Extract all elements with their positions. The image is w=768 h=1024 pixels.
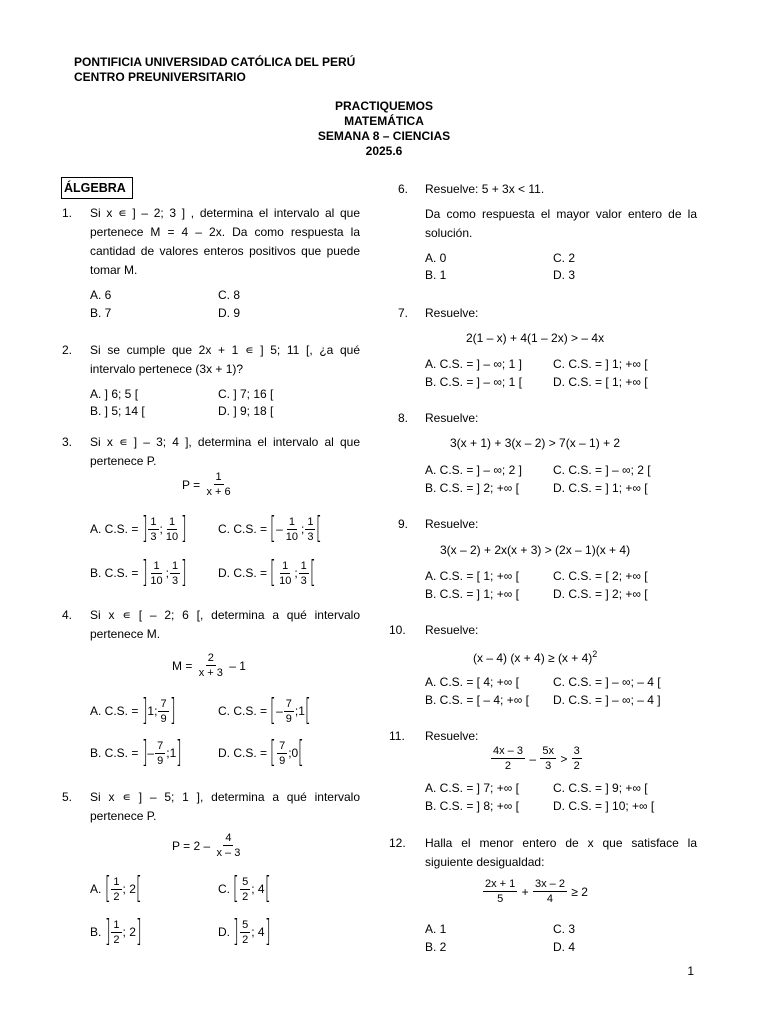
option-label: D. — [218, 925, 230, 939]
numerator: 7 — [160, 697, 167, 710]
option-d: D. C.S. = [ $\frac{1}{10}$ ; $\frac{1}{3}$ [ — [218, 555, 316, 590]
option-c: C. C.S. = [ 2; +∞ [ — [553, 569, 648, 583]
bracket-icon: [ — [135, 871, 142, 906]
denominator: 2 — [242, 890, 249, 903]
option-c: C. ] 7; 16 [ — [218, 387, 274, 401]
question-text: Resuelve: — [425, 517, 479, 531]
denominator: x + 3 — [198, 667, 223, 679]
option-d: D. C.S. = ] 10; +∞ [ — [553, 799, 655, 813]
eq-rhs: – 1 — [229, 658, 246, 673]
fraction — [284, 515, 300, 544]
bracket-icon: [ — [316, 511, 323, 546]
value: ;0 — [288, 746, 299, 760]
value: ;1 — [294, 704, 305, 718]
bracket-icon: ] — [104, 914, 111, 949]
denominator: 3 — [172, 574, 179, 587]
bracket-icon: ] — [169, 693, 176, 728]
option-d: D. 4 — [553, 940, 576, 954]
equation — [172, 831, 243, 860]
denominator: 5 — [497, 893, 504, 905]
value: ; 4 — [251, 925, 265, 939]
option-a: A. ] 6; 5 [ — [90, 387, 139, 401]
option-c: C. 8 — [218, 288, 241, 302]
page-number: 1 — [687, 964, 694, 978]
denominator: 9 — [160, 712, 167, 725]
question-text: Si x ∊ [ – 2; 6 [, determina a qué intervalo pertenece M. — [90, 608, 360, 641]
question-number: 10. — [389, 623, 406, 637]
question-number: 4. — [62, 608, 73, 622]
bracket-icon: ] — [176, 735, 183, 770]
denominator: 2 — [242, 933, 249, 946]
numerator: 1 — [172, 559, 179, 572]
section-label: ÁLGEBRA — [61, 177, 133, 199]
option-label: A. — [90, 882, 102, 896]
option-b — [90, 914, 142, 949]
bracket-icon: [ — [270, 555, 277, 590]
bracket-icon: [ — [298, 735, 305, 770]
doc-title-2: MATEMÁTICA — [344, 114, 424, 128]
fraction — [170, 559, 180, 588]
bracket-icon: ] — [233, 914, 240, 949]
question-number: 3. — [62, 435, 73, 449]
question-text: Resuelve: — [425, 411, 479, 425]
fraction — [204, 470, 232, 499]
university-name: PONTIFICIA UNIVERSIDAD CATÓLICA DEL PERÚ — [74, 55, 356, 69]
bracket-icon: ] — [141, 693, 148, 728]
option-d — [218, 914, 271, 949]
eq-lhs: P = — [182, 477, 201, 492]
option-a: A. C.S. = ] – ∞; 1 ] — [425, 357, 522, 371]
equation: 2(1 – x) + 4(1 – 2x) > – 4x — [466, 331, 605, 345]
bracket-icon: [ — [233, 871, 240, 906]
option-a: A. C.S. = ] $\frac{1}{3}$ ; $\frac{1}{10}$ ] — [90, 511, 187, 546]
bracket-icon: [ — [270, 511, 277, 546]
numerator: 1 — [113, 918, 120, 931]
denominator: 10 — [279, 574, 292, 587]
numerator: 1 — [300, 559, 307, 572]
denominator: 2 — [573, 760, 580, 772]
numerator: 2 — [207, 652, 214, 664]
bracket-icon: [ — [270, 735, 277, 770]
fraction — [284, 697, 294, 726]
equation — [182, 470, 234, 499]
fraction — [299, 559, 309, 588]
bracket-icon: ] — [264, 914, 271, 949]
option-b: B. 7 — [90, 306, 112, 320]
option-label: D. C.S. = — [218, 746, 268, 760]
option-d: D. 3 — [553, 268, 576, 282]
option-label: D. C.S. = — [218, 566, 268, 580]
numerator: 4 — [225, 832, 232, 844]
numerator: 1 — [288, 515, 295, 528]
option-a: A. C.S. = ] – ∞; 2 ] — [425, 463, 522, 477]
denominator: 3 — [307, 530, 314, 543]
operator: – — [529, 751, 536, 766]
fraction — [240, 875, 250, 904]
option-b: B. 2 — [425, 940, 447, 954]
fraction — [111, 918, 121, 947]
fraction — [215, 831, 243, 860]
denominator: 9 — [279, 754, 286, 767]
bracket-icon: ] — [141, 511, 148, 546]
minus-sign: – — [276, 522, 283, 536]
option-b — [90, 735, 183, 770]
denominator: 3 — [545, 760, 552, 772]
denominator: x + 6 — [206, 486, 231, 498]
option-c: C. C.S. = ] 1; +∞ [ — [553, 357, 648, 371]
option-label: C. C.S. = — [218, 704, 268, 718]
option-d: D. ] 9; 18 [ — [218, 404, 274, 418]
denominator: 2 — [113, 890, 120, 903]
numerator: 1 — [215, 471, 222, 483]
question-text: Resuelve: — [425, 623, 479, 637]
question-number: 9. — [398, 517, 409, 531]
fraction — [491, 744, 525, 773]
fraction — [572, 744, 582, 773]
value: ; 4 — [251, 882, 265, 896]
question-number: 7. — [398, 306, 409, 320]
option-b: B. C.S. = ] 2; +∞ [ — [425, 481, 519, 495]
fraction — [155, 739, 165, 768]
denominator: 2 — [113, 933, 120, 946]
option-a: A. 1 — [425, 922, 447, 936]
value: 1; — [147, 704, 158, 718]
option-d: D. C.S. = ] 2; +∞ [ — [553, 587, 648, 601]
numerator: 7 — [157, 739, 164, 752]
question-number: 8. — [398, 411, 409, 425]
denominator: 9 — [285, 712, 292, 725]
bracket-icon: [ — [104, 871, 111, 906]
eq-lhs: P = 2 – — [172, 838, 211, 853]
equation — [490, 744, 583, 773]
option-a — [90, 871, 142, 906]
option-c — [218, 871, 271, 906]
numerator: 3x – 2 — [534, 878, 565, 890]
value: ; 2 — [122, 882, 136, 896]
fraction — [305, 515, 315, 544]
fraction — [148, 559, 164, 588]
option-label: A. C.S. = — [90, 522, 139, 536]
bracket-icon: [ — [264, 871, 271, 906]
question-text: Resuelve: — [425, 306, 479, 320]
denominator: 10 — [165, 530, 179, 543]
option-label: B. — [90, 925, 102, 939]
option-c: C. C.S. = ] 9; +∞ [ — [553, 781, 648, 795]
question-text: Resuelve: — [425, 729, 479, 743]
option-d: D. C.S. = ] 1; +∞ [ — [553, 481, 648, 495]
fraction — [197, 651, 225, 680]
numerator: 7 — [279, 739, 286, 752]
fraction — [158, 697, 168, 726]
denominator: 3 — [300, 574, 307, 587]
operator: > — [560, 751, 568, 766]
numerator: 2x + 1 — [485, 878, 516, 890]
denominator: 4 — [546, 893, 554, 905]
bracket-icon: ] — [181, 555, 187, 590]
option-c: C. C.S. = ] – ∞; – 4 [ — [553, 675, 661, 689]
option-b: B. C.S. = ] – ∞; 1 [ — [425, 375, 522, 389]
operator: ≥ 2 — [571, 884, 588, 899]
numerator: 7 — [285, 697, 292, 710]
denominator: 10 — [150, 574, 163, 587]
bracket-icon: [ — [309, 555, 316, 590]
option-c: C. 2 — [553, 251, 576, 265]
exponent: 2 — [592, 649, 598, 659]
numerator: 1 — [150, 515, 157, 528]
question-text: Halla el menor entero de x que satisface la siguiente desigualdad: — [425, 836, 697, 869]
option-b: B. C.S. = ] 8; +∞ [ — [425, 799, 519, 813]
bracket-icon: ] — [141, 555, 148, 590]
numerator: 3 — [573, 745, 580, 757]
option-a — [90, 693, 176, 728]
option-b: B. ] 5; 14 [ — [90, 404, 145, 418]
numerator: 1 — [153, 559, 160, 572]
question-number: 6. — [398, 182, 409, 196]
fraction — [277, 739, 287, 768]
option-d — [218, 735, 305, 770]
option-c: C. 3 — [553, 922, 576, 936]
minus-sign: – — [147, 746, 155, 760]
eq-lhs: M = — [172, 658, 193, 673]
numerator: 4x – 3 — [493, 745, 523, 757]
center-name: CENTRO PREUNIVERSITARIO — [74, 70, 246, 84]
doc-title-3: SEMANA 8 – CIENCIAS — [317, 129, 451, 143]
operator: + — [521, 884, 529, 899]
numerator: 1 — [168, 515, 176, 528]
numerator: 1 — [282, 559, 289, 572]
option-a: A. 6 — [90, 288, 112, 302]
equation-text: (x – 4) (x + 4) ≥ (x + 4) — [473, 651, 593, 665]
option-a: A. C.S. = [ 1; +∞ [ — [425, 569, 519, 583]
fraction — [540, 744, 556, 773]
option-label: C. — [218, 882, 230, 896]
denominator: x – 3 — [216, 847, 241, 859]
question-text: Si x ∊ ] – 3; 4 ], determina el intervalo al que pertenece P. — [90, 435, 360, 468]
denominator: 2 — [504, 760, 512, 772]
option-c: C. C.S. = ] – ∞; 2 [ — [553, 463, 651, 477]
value: ;1 — [166, 746, 177, 760]
denominator: 10 — [285, 530, 299, 543]
question-text: Si x ∊ ] – 2; 3 ] , determina el intervalo al que pertenece M = 4 – 2x. Da como respuesta la cantidad de valores enteros positivos que puede tomar M. — [90, 206, 360, 277]
numerator: 5 — [242, 875, 249, 888]
question-text: Resuelve: 5 + 3x < 11. — [425, 182, 545, 196]
value: ; 2 — [122, 925, 136, 939]
bracket-icon: ] — [141, 735, 148, 770]
equation: 3(x + 1) + 3(x – 2) > 7(x – 1) + 2 — [450, 436, 621, 450]
numerator: 5x — [542, 745, 554, 757]
numerator: 1 — [307, 515, 314, 528]
option-label: C. C.S. = — [218, 522, 268, 536]
fraction — [148, 515, 158, 544]
denominator: 9 — [157, 754, 164, 767]
equation — [473, 649, 597, 665]
option-label: A. C.S. = — [90, 704, 139, 718]
question-number: 1. — [62, 206, 73, 220]
question-number: 12. — [389, 836, 406, 850]
question-text-2: Da como respuesta el mayor valor entero de la solución. — [425, 207, 697, 240]
numerator: 1 — [113, 875, 120, 888]
question-text: Si x ∊ ] – 5; 1 ], determina a qué intervalo pertenece P. — [90, 790, 360, 823]
option-b: B. 1 — [425, 268, 447, 282]
option-d: D. C.S. = ] – ∞; – 4 ] — [553, 693, 661, 707]
option-d: D. C.S. = [ 1; +∞ [ — [553, 375, 648, 389]
equation: 3(x – 2) + 2x(x + 3) > (2x – 1)(x + 4) — [440, 543, 631, 557]
option-a: A. 0 — [425, 251, 447, 265]
fraction — [277, 559, 293, 588]
option-d: D. 9 — [218, 306, 241, 320]
option-label: B. C.S. = — [90, 566, 139, 580]
option-label: B. C.S. = — [90, 746, 139, 760]
bracket-icon: ] — [135, 914, 142, 949]
option-c — [218, 693, 311, 728]
fraction — [533, 877, 567, 906]
doc-title-4: 2025.6 — [365, 144, 403, 158]
fraction — [483, 877, 517, 906]
option-a: A. C.S. = [ 4; +∞ [ — [425, 675, 519, 689]
option-c: C. C.S. = [ – $\frac{1}{10}$ ; $\frac{1}{3}$ [ — [218, 511, 323, 546]
fraction — [111, 875, 121, 904]
question-number: 5. — [62, 790, 73, 804]
fraction — [164, 515, 180, 544]
option-a: A. C.S. = ] 7; +∞ [ — [425, 781, 519, 795]
minus-sign: – — [276, 704, 283, 718]
equation — [482, 877, 588, 906]
numerator: 5 — [242, 918, 249, 931]
doc-title-1: PRACTIQUEMOS — [334, 99, 433, 113]
option-b: B. C.S. = ] 1; +∞ [ — [425, 587, 519, 601]
denominator: 3 — [150, 530, 157, 543]
option-b: B. C.S. = ] $\frac{1}{10}$ ; $\frac{1}{3}$ ] — [90, 555, 187, 590]
bracket-icon: [ — [304, 693, 311, 728]
equation — [172, 651, 246, 680]
question-number: 11. — [389, 729, 405, 743]
question-text: Si se cumple que 2x + 1 ∊ ] 5; 11 [, ¿a qué intervalo pertenece (3x + 1)? — [90, 343, 360, 376]
option-b: B. C.S. = [ – 4; +∞ [ — [425, 693, 529, 707]
question-number: 2. — [62, 343, 73, 357]
fraction — [240, 918, 250, 947]
bracket-icon: ] — [181, 511, 187, 546]
bracket-icon: [ — [270, 693, 277, 728]
